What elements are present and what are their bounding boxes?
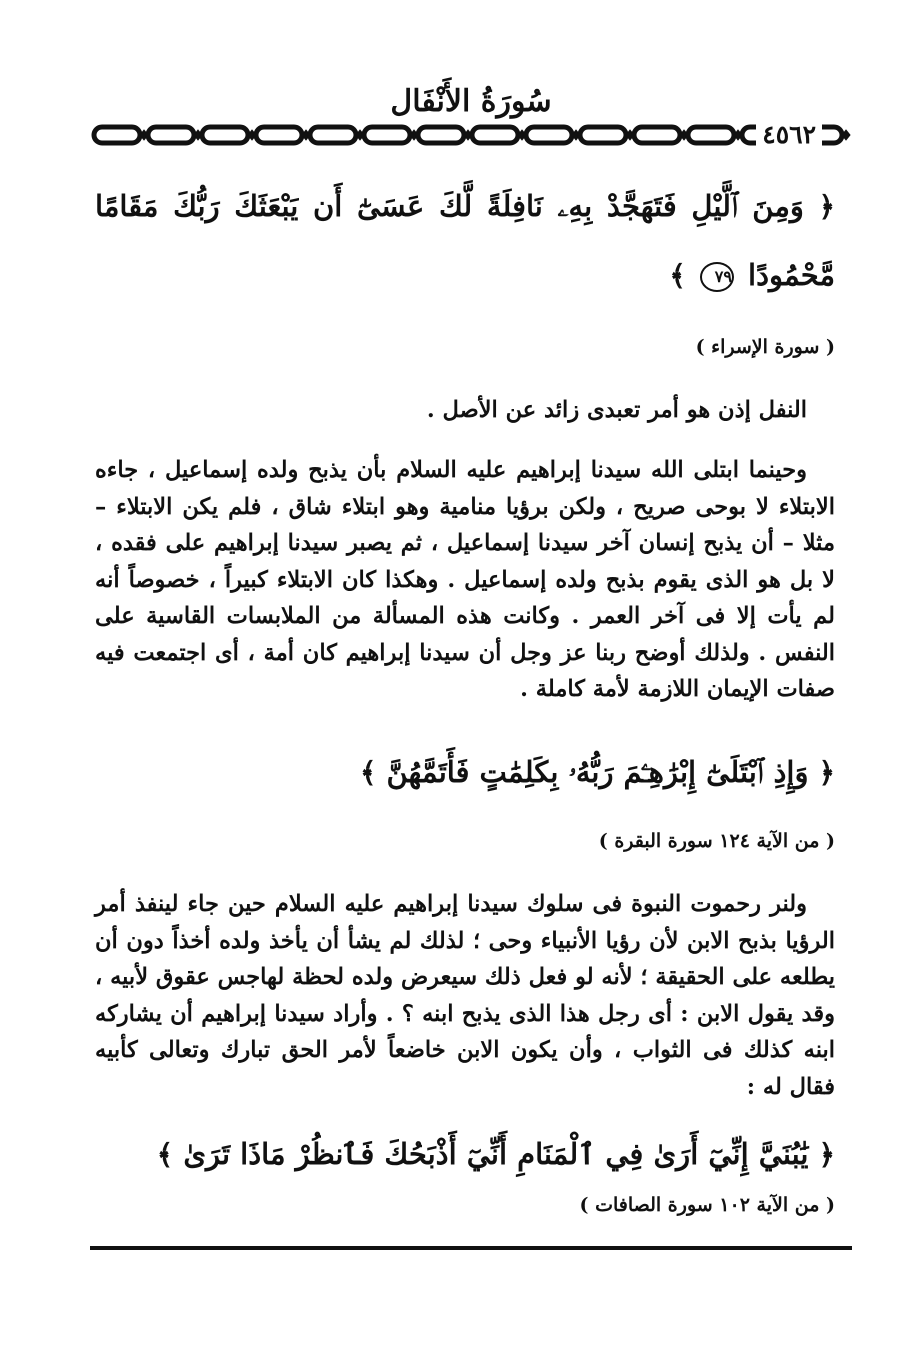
page-header [90,68,852,154]
ornament-link [580,127,626,143]
ornament-link [418,127,464,143]
verse-close-bracket: ﴾ [669,259,686,292]
paragraph-ibrahim-trial [95,452,835,708]
verse-text: وَمِنَ ٱلَّيْلِ فَتَهَجَّدْ بِهِۦ نَافِلَةً لَّكَ عَسَىٰٓ أَن يَبْعَثَكَ رَبُّكَ مَقَامًا مَّحْمُودًا [95,189,835,292]
ornament-link [364,127,410,143]
ayah-number-marker: ٧٩ [700,262,734,292]
paragraph-nafl [95,392,835,429]
page-number: ٤٥٦٢ [756,118,822,152]
verse-isra-79 [95,172,835,310]
paragraph-text: ولنر رحموت النبوة فى سلوك سيدنا إبراهيم عليه السلام حين جاء لينفذ أمر الرؤيا بذبح الابن لأن رؤيا الأنبياء وحى ؛ لذلك لم يشأ أن يأخذ ولده أخذاً دون أن يطلعه على الحقيقة ؛ لأنه لو فعل ذلك سيعرض ولده لحظة لهاجس عقوق لأبيه ، وقد يقول الابن : أى رجل هذا الذى يذبح ابنه ؟ . وأراد سيدنا إبراهيم أن يشاركه ابنه كذلك فى الثواب ، وأن يكون الابن خاضعاً لأمر الحق تبارك وتعالى كأبيه فقال له : [94,891,835,1100]
verse-saffat-102 [95,1120,835,1189]
paragraph-text: النفل إذن هو أمر تعبدى زائد عن الأصل . [426,397,807,423]
ornament-link [94,127,140,143]
verse-open-bracket: ﴿ [818,756,835,789]
surah-title: سُورَةُ الأَنْفَال [390,84,552,119]
ornament-link [526,127,572,143]
reference-baqara: ( من الآية ١٢٤ سورة البقرة ) [598,830,835,852]
ornament-link [688,127,734,143]
verse-close-bracket: ﴾ [359,756,377,789]
ornament-link [310,127,356,143]
verse-text: يَٰبُنَيَّ إِنِّيٓ أَرَىٰ فِي ٱلْمَنَامِ أَنِّيٓ أَذْبَحُكَ فَٱنظُرْ مَاذَا تَرَىٰ [183,1137,809,1171]
reference-saffat: ( من الآية ١٠٢ سورة الصافات ) [579,1194,835,1216]
verse-open-bracket: ﴿ [818,1138,835,1171]
ornament-link [256,127,302,143]
ornament-link [148,127,194,143]
verse-baqara-124 [95,738,835,807]
reference-isra: ( سورة الإسراء ) [695,336,835,358]
ornament-link [472,127,518,143]
verse-open-bracket: ﴿ [818,190,835,223]
verse-close-bracket: ﴾ [156,1138,174,1171]
ornament-link [634,127,680,143]
paragraph-text: وحينما ابتلى الله سيدنا إبراهيم عليه السلام بأن يذبح ولده إسماعيل ، جاءه الابتلاء لا بوحى صريح ، ولكن برؤيا منامية وهو ابتلاء شاق ، فلم يكن الابتلاء – مثلا – أن يذبح إنسان آخر سيدنا إسماعيل ، ثم يصبر سيدنا إبراهيم على فقده ، لا بل هو الذى يقوم بذبح ولده إسماعيل . وهكذا كان الابتلاء كبيراً ، خصوصاً أنه لم يأت إلا فى آخر العمر . وكانت هذه المسألة من الملابسات القاسية على النفس . ولذلك أوضح ربنا عز وجل أن سيدنا إبراهيم كان أمة ، أى اجتمعت فيه صفات الإيمان اللازمة لأمة كاملة . [95,457,835,702]
ornament-link [202,127,248,143]
bottom-rule [90,1246,852,1250]
paragraph-prophethood [95,886,835,1105]
ornament-band [90,122,852,148]
verse-text: وَإِذِ ٱبْتَلَىٰٓ إِبْرَٰهِـۧمَ رَبُّهُۥ بِكَلِمَٰتٍ فَأَتَمَّهُنَّ [386,755,809,789]
